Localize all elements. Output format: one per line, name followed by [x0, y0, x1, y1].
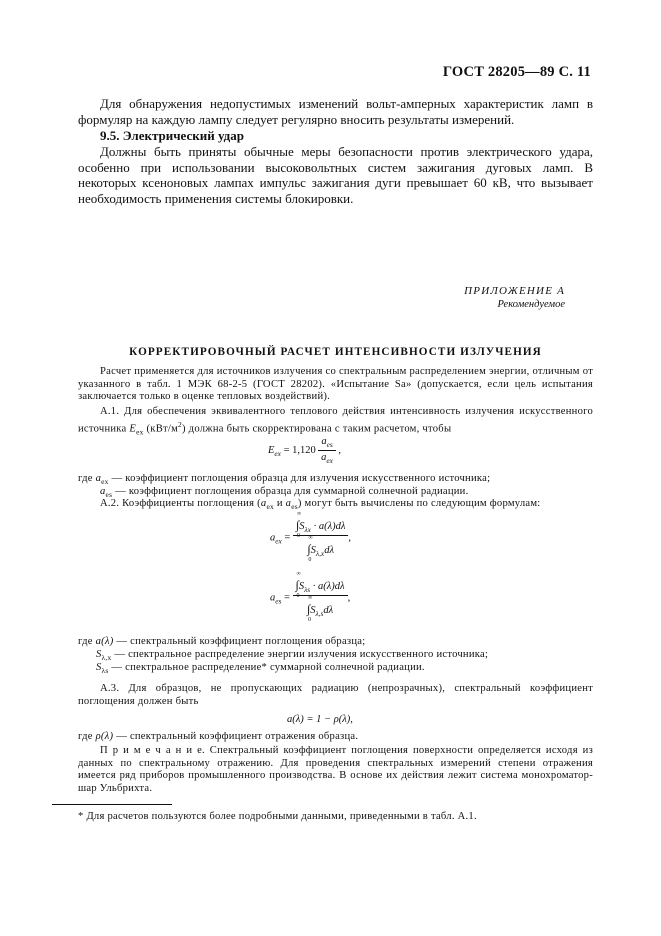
- appendix-status: Рекомендуемое: [497, 299, 565, 310]
- f3-den-sub: λ,s: [315, 609, 324, 619]
- def-sls-text: — спектральное распределение* суммарной солнечной радиации.: [108, 662, 425, 673]
- f2-mid: · a(λ)dλ: [310, 521, 346, 532]
- a1-text-2: (кВт/м: [143, 423, 179, 435]
- f1-num-sub: es: [326, 440, 333, 450]
- a2-aes-sub: es: [291, 502, 298, 512]
- a2-aes: a: [285, 498, 292, 509]
- paragraph-a1: [78, 406, 593, 439]
- paragraph-a3: А.3. Для образцов, не пропускающих радиацию (непрозрачных), спектральный коэффициент поглощения должен быть: [78, 683, 593, 707]
- a2-aex: a: [260, 498, 267, 509]
- a2-text-1: А.2. Коэффициенты поглощения (: [100, 498, 261, 509]
- int-upper: ∞: [308, 535, 313, 542]
- f3-fraction: [293, 571, 348, 624]
- f2-num-sub: λx: [304, 525, 311, 535]
- int-lower: 0: [296, 593, 300, 599]
- a1-text-3: ) должна быть скорректирована с таким расчетом, чтобы: [182, 423, 452, 435]
- appendix-title: КОРРЕКТИРОВОЧНЫЙ РАСЧЕТ ИНТЕНСИВНОСТИ ИЗЛУЧЕНИЯ: [129, 346, 542, 358]
- f1-fraction: [318, 436, 335, 465]
- f3-integral-den: ∫ ∞ 0: [306, 595, 313, 624]
- int-upper: ∞: [296, 571, 301, 577]
- formula-aes: $a_{es}$ = ∫ ∞ 0 $S_{\lambda s} \cdot a(\lambda)d\lambda$ ∫ ∞ 0 $S_{\lambda,s}d\lambda$ ,: [270, 571, 351, 624]
- definition-a-lambda: [78, 636, 593, 649]
- page-header: ГОСТ 28205—89 С. 11: [442, 64, 591, 80]
- where-3: где: [78, 731, 96, 742]
- f2-integral-den: ∫ ∞ 0: [307, 535, 313, 564]
- paragraph-a2: [100, 498, 590, 514]
- f2-den: S: [310, 545, 316, 557]
- def-rho-text: — спектральный коэффициент отражения образца.: [113, 731, 359, 742]
- int-lower: 0: [296, 533, 300, 539]
- f3-num-sub: λs: [304, 585, 311, 595]
- f2-comma: ,: [348, 532, 352, 544]
- f3-lhs-sub: es: [275, 596, 282, 606]
- int-lower: 0: [308, 557, 312, 564]
- a1-sup: 2: [178, 419, 182, 429]
- where-1: где: [78, 473, 96, 484]
- a1-text-1: А.1. Для обеспечения эквивалентного теплового действия интенсивность излучения искусственного источника: [78, 406, 593, 435]
- int-upper: ∞: [307, 595, 313, 602]
- f2-lhs: a: [270, 532, 276, 544]
- footnote-divider: [52, 804, 172, 805]
- definition-rho: [78, 731, 593, 744]
- a2-aex-sub: ex: [266, 502, 274, 512]
- def-al-text: — спектральный коэффициент поглощения образца;: [113, 636, 366, 647]
- def-sls-sub: λs: [101, 666, 109, 676]
- def-aex-sym: a: [95, 473, 102, 484]
- f3-comma: ,: [347, 592, 351, 604]
- definition-s-lambda-s: [96, 662, 590, 678]
- a1-symbol: E: [129, 423, 137, 435]
- where-2: где: [78, 636, 96, 647]
- int-upper: ∞: [296, 511, 302, 517]
- f3-num: S: [298, 581, 305, 592]
- paragraph-electric-shock: Должны быть приняты обычные меры безопасности против электрического удара, особенно при использовании высоковольтных систем зажигания дуговых ламп. В некоторых ксеноновых лампах импульс зажигания дуги превышает 60 кВ, что вызывает необходимость применения системы блокировки.: [78, 144, 593, 206]
- f3-mid: · a(λ)dλ: [310, 581, 345, 592]
- def-al-sym: a(λ): [95, 636, 114, 647]
- f2-lhs-sub: ex: [275, 536, 282, 546]
- note-text: Спектральный коэффициент поглощения поверхности определяется исходя из данных по спектральному отражению. Для проведения спектральных измерений степени отражения имеется ряд приборов промышленного производства. В основе их действия лежит система монохроматор-шар Ульбрихта.: [78, 745, 593, 794]
- int-lower: 0: [307, 617, 311, 624]
- def-aex-text: — коэффициент поглощения образца для излучения искусственного источника;: [108, 473, 491, 484]
- formula-intensity: [268, 436, 341, 465]
- def-sls-sym: S: [96, 662, 102, 673]
- f1-den-sub: ex: [326, 456, 333, 466]
- a2-and: и: [273, 498, 286, 509]
- f3-lhs: a: [270, 592, 276, 604]
- f3-den-tail: dλ: [323, 605, 334, 617]
- heading-electric-shock: 9.5. Электрический удар: [100, 128, 244, 143]
- f2-num: S: [299, 521, 305, 532]
- f3-integral-num: ∫ ∞ 0: [295, 571, 301, 599]
- def-slx-sub: λ,x: [101, 653, 112, 663]
- f3-den: S: [310, 605, 316, 617]
- a1-symbol-sub: ex: [136, 427, 144, 437]
- f1-lhs: E: [268, 445, 275, 456]
- note-paragraph: [78, 745, 593, 795]
- f1-lhs-sub: ex: [274, 449, 281, 459]
- paragraph-lamp-records: Для обнаружения недопустимых изменений вольт-амперных характеристик ламп в формуляр на каждую лампу следует регулярно вносить результаты измерений.: [78, 96, 593, 127]
- def-slx-sym: S: [96, 649, 102, 660]
- f1-end: ,: [335, 445, 341, 456]
- formula-absorption: a(λ) = 1 − ρ(λ),: [287, 714, 353, 725]
- def-aes-sub: es: [105, 490, 113, 500]
- footnote: * Для расчетов пользуются более подробными данными, приведенными в табл. А.1.: [78, 811, 477, 822]
- f1-num: a: [321, 436, 327, 447]
- note-label: П р и м е ч а н и е.: [100, 745, 205, 756]
- appendix-label-block: [464, 284, 565, 312]
- formula-aex: $a_{ex}$ = ∫ ∞ 0 $S_{\lambda x} \cdot a(\lambda)d\lambda$ ∫ ∞ 0 $S_{\lambda,x}d\lambda$ ,: [270, 511, 352, 564]
- f2-den-tail: dλ: [324, 545, 334, 557]
- f2-fraction: [293, 511, 348, 564]
- def-slx-text: — спектральное распределение энергии излучения искусственного источника;: [111, 649, 489, 660]
- def-aex-sub: ex: [101, 477, 109, 487]
- f1-eq: = 1,120: [280, 445, 319, 456]
- appendix-label: ПРИЛОЖЕНИЕ А: [464, 285, 565, 297]
- f1-den: a: [321, 452, 327, 464]
- f2-den-sub: λ,x: [315, 549, 325, 559]
- def-aes-sym: a: [100, 486, 106, 497]
- def-aes-text: — коэффициент поглощения образца для суммарной солнечной радиации.: [112, 486, 469, 497]
- f2-integral-num: ∫ ∞ 0: [295, 511, 302, 539]
- appendix-intro: Расчет применяется для источников излучения со спектральным распределением энергии, отличным от указанного в табл. 1 МЭК 68-2-5 (ГОСТ 28202). «Испытание Sa» (допускается, если цель испытания заключается только в оценке тепловых воздействий).: [78, 366, 593, 403]
- def-rho-sym: ρ(λ): [95, 731, 114, 742]
- a2-text-2: ) могут быть вычислены по следующим формулам:: [297, 498, 541, 509]
